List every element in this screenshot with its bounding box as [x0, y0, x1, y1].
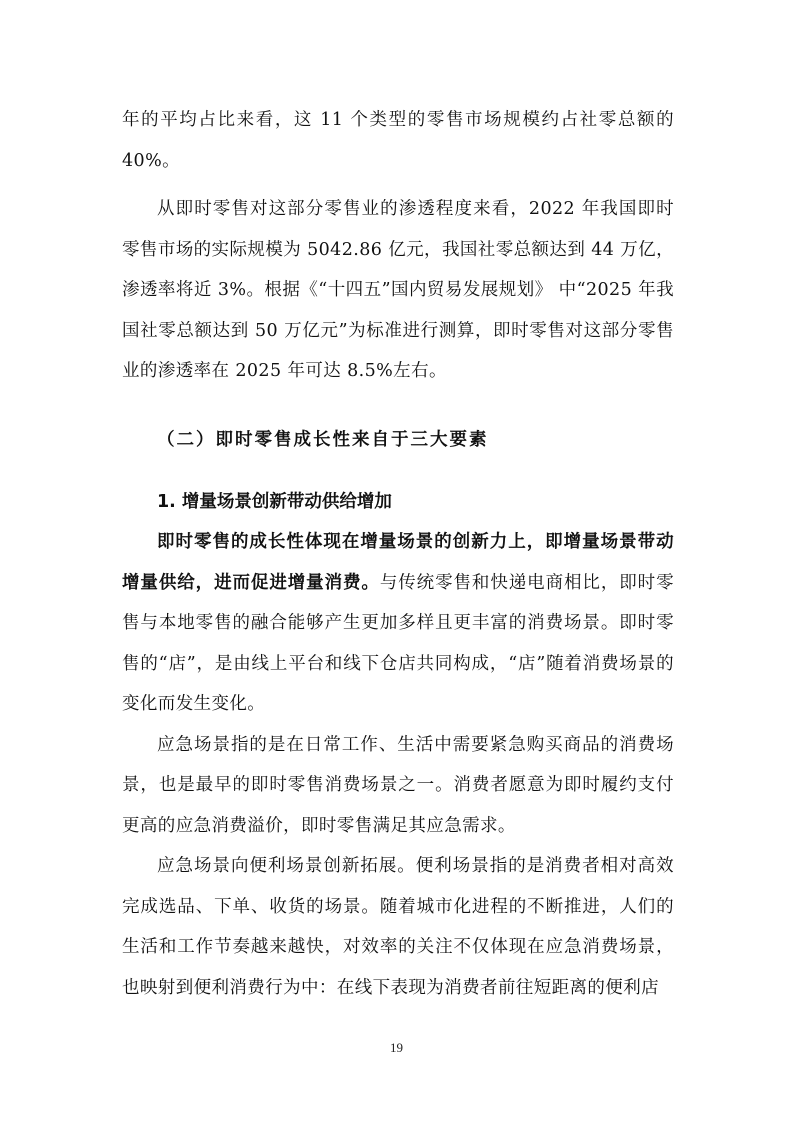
paragraph-incremental-scenes — [122, 522, 674, 725]
paragraph-bold-lead: 即时零售的成长性体现在增量场景的创新力上，即增量场景带动增量供给，进而促进增量消费。 — [122, 532, 674, 593]
paragraph-emergency-scene: 应急场景指的是在日常工作、生活中需要紧急购买商品的消费场景，也是最早的即时零售消费场景之一。消费者愿意为即时履约支付更高的应急消费溢价，即时零售满足其应急需求。 — [122, 734, 674, 836]
sub-heading: 1. 增量场景创新带动供给增加 — [157, 491, 392, 512]
paragraph-penetration-rate: 从即时零售对这部分零售业的渗透程度来看，2022 年我国即时零售市场的实际规模为 5042.86 亿元，我国社零总额达到 44 万亿，渗透率将近 3%。根据《“十四五”国内贸易发展规划》 中“2025 年我国社零总额达到 50 万亿元”为标准进行测算，即时零售对这部分零售业的渗透率在 2025 年可达 8.5%左右。 — [122, 199, 674, 381]
page-content — [122, 100, 674, 1008]
page-number: 19 — [390, 1040, 403, 1055]
paragraph-body-text: 与传统零售和快递电商相比，即时零售与本地零售的融合能够产生更加多样且更丰富的消费场景。即时零售的“店”，是由线上平台和线下仓店共同构成，“店”随着消费场景的变化而发生变化。 — [122, 572, 674, 714]
section-heading: （二）即时零售成长性来自于三大要素 — [157, 429, 489, 450]
paragraph-convenience-scene: 应急场景向便利场景创新拓展。便利场景指的是消费者相对高效完成选品、下单、收货的场景。随着城市化进程的不断推进，人们的生活和工作节奏越来越快，对效率的关注不仅体现在应急消费场景，也映射到便利消费行为中：在线下表现为消费者前往短距离的便利店 — [122, 856, 674, 998]
paragraph-continuation: 年的平均占比来看，这 11 个类型的零售市场规模约占社零总额的40%。 — [122, 110, 674, 171]
